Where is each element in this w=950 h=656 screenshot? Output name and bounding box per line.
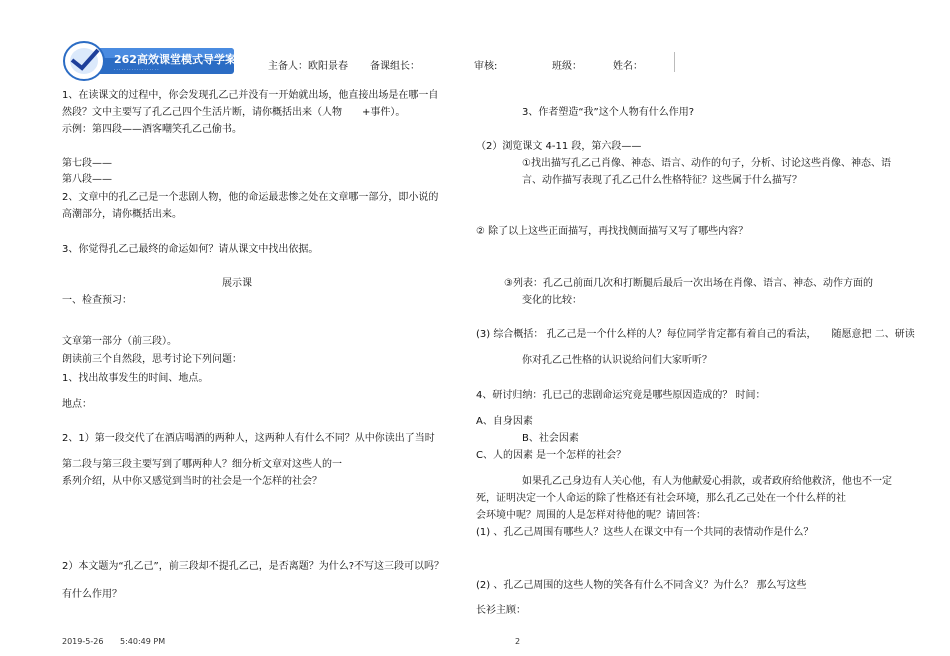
school-logo — [62, 40, 236, 82]
left-line: 第二段与第三段主要写到了哪两种人？细分析文章对这些人的一 — [62, 459, 342, 470]
right-line: 4、研讨归纳：孔已己的悲剧命运究竟是哪些原因造成的？ 时间： — [476, 390, 766, 401]
right-line: (2) 、孔乙己周围的这些人物的笑各有什么不同含义？为什么？ 那么写这些 — [476, 580, 807, 591]
right-line: (3) 综合概括： 孔乙己是一个什么样的人？每位同学肯定都有着自己的看法， 随愿意把 二、研读 — [476, 329, 915, 340]
left-line: 有什么作用？ — [62, 589, 122, 600]
left-line: 一、检查预习： — [62, 295, 132, 306]
right-line: 如果孔乙己身边有人关心他，有人为他献爱心捐款，或者政府给他救济，他也不一定 — [522, 476, 892, 487]
right-line: A、自身因素 — [476, 416, 533, 427]
left-line: 2、文章中的孔乙己是一个悲剧人物，他的命运最悲惨之处在文章哪一部分，即小说的 — [62, 192, 439, 203]
left-line: 1、在读课文的过程中，你会发现孔乙己并没有一开始就出场，他直接出场是在哪一自 — [62, 90, 439, 101]
right-line: (1) 、孔乙己周围有哪些人？这些人在课文中有一个共同的表情动作是什么？ — [476, 527, 814, 538]
right-line: （2）浏览课文 4-11 段，第六段—— — [476, 141, 642, 152]
right-line: 变化的比较： — [522, 295, 582, 306]
right-line: 言、动作描写表现了孔乙己什么性格特征？这些属于什么描写？ — [522, 175, 802, 186]
right-line: ② 除了以上这些正面描写，再找找侧面描写又写了哪些内容？ — [476, 226, 749, 237]
logo-text: 262高效课堂模式导学案 — [114, 53, 236, 66]
footer-time: 5:40:49 PM — [120, 637, 166, 646]
right-line: ③列表：孔乙己前面几次和打断腿后最后一次出场在肖像、语言、神态、动作方面的 — [504, 278, 873, 289]
right-line: C、人的因素 是一个怎样的社会？ — [476, 450, 627, 461]
left-line: 2）本文题为“孔乙己”，前三段却不提孔乙己，是否离题？为什么?不写这三段可以吗？ — [62, 561, 445, 572]
footer-date: 2019-5-26 — [62, 637, 104, 646]
svg-text:· · · · · · · · · · · · · · ·: · · · · · · · · · · · · · · · · · · — [114, 67, 159, 72]
left-line: 第八段—— — [62, 174, 112, 185]
left-line: 然段？文中主要写了孔乙己四个生活片断，请你概括出来（人物 +事件）。 — [62, 107, 406, 118]
header-divider — [674, 52, 675, 72]
left-line: 2、1）第一段交代了在酒店喝酒的两种人，这两种人有什么不同？从中你读出了当时 — [62, 433, 435, 444]
footer-page-number: 2 — [515, 637, 521, 646]
left-line: 朗读前三个自然段，思考讨论下列问题： — [62, 354, 242, 365]
right-line: 长衫主顾： — [476, 605, 526, 616]
left-line: 高潮部分，请你概括出来。 — [62, 209, 182, 220]
left-line: 1、找出故事发生的时间、地点。 — [62, 373, 209, 384]
left-line: 3、你觉得孔乙己最终的命运如何？请从课文中找出依据。 — [62, 244, 319, 255]
right-line: 你对孔乙己性格的认识说给问们大家听听？ — [522, 355, 712, 366]
right-line: ①找出描写孔乙己肖像、神态、语言、动作的句子，分析、讨论这些肖像、神态、语 — [522, 158, 891, 169]
right-line: 死，证明决定一个人命运的除了性格还有社会环境，那么孔乙己处在一个什么样的社 — [476, 493, 846, 504]
left-line: 地点： — [62, 399, 92, 410]
header-group-leader: 备课组长： — [370, 61, 420, 72]
right-line: 3、作者塑造“我”这个人物有什么作用? — [522, 107, 695, 118]
left-line: 示例：第四段——酒客嘲笑孔乙己偷书。 — [62, 124, 242, 135]
left-line: 系列介绍，从中你又感觉到当时的社会是一个怎样的社会？ — [62, 476, 322, 487]
header-name: 姓名： — [613, 61, 643, 72]
left-line: 文章第一部分（前三段）。 — [62, 336, 177, 347]
header-review: 审核: — [474, 61, 498, 72]
left-line: 第七段—— — [62, 158, 112, 169]
right-line: 会环境中呢？周围的人是怎样对待他的呢？请回答： — [476, 510, 706, 521]
header-class: 班级： — [552, 61, 582, 72]
right-line: B、社会因素 — [522, 433, 579, 444]
section-heading: 展示课 — [222, 278, 252, 289]
header-preparer: 主备人：欧阳景春 — [268, 61, 348, 72]
